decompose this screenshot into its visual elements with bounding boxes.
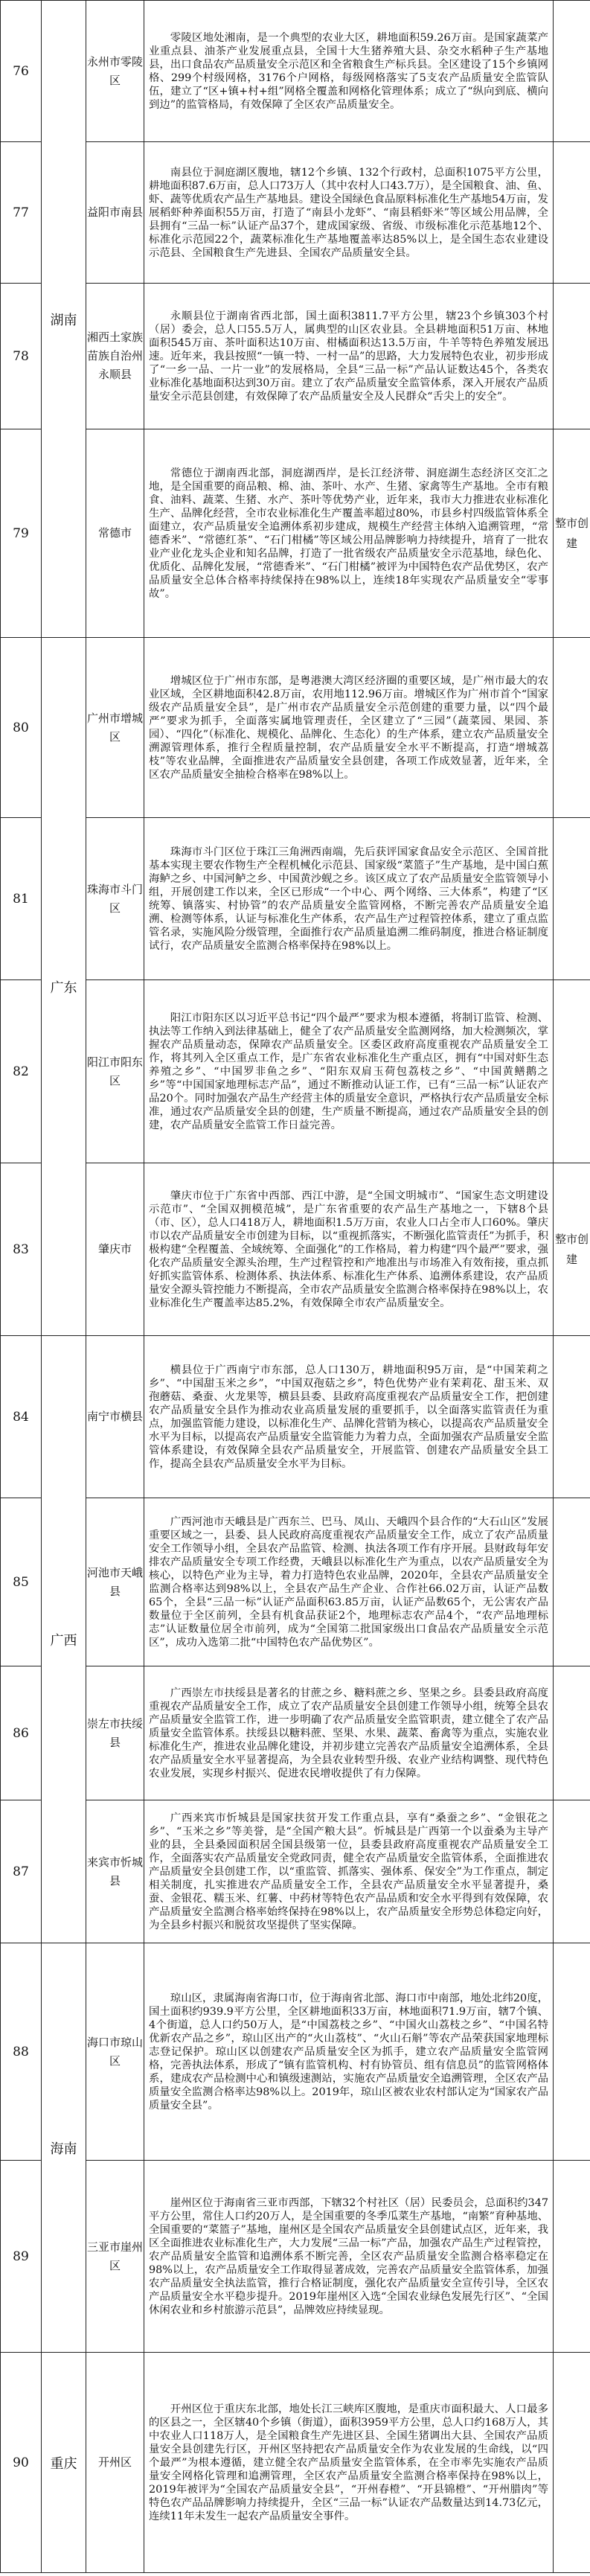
area-description: 崖州区位于海南省三亚市西部，下辖32个村社区（居）民委员会，总面积约347平方公里，常住人口约20万人，是全国重要的冬季瓜菜生产基地，“南繁”育种基地、全国重要的“菜篮子”基地，崖州区是全国农产品质量安全县创建试点区，近年来，我区全面推进农业标准化生产，大力发展“三品一标”产品，加强农产品生产过程管控，农产品质量安全监管和追溯体系不断完善，全区农产品质量安全监测合格率稳定在98%以上，农产品质量安全工作取得显著成效，完善农产品质量安全监管体系，加强农产品质量安全执法监管，推行合格证制度，强化农产品质量安全宣传引导，全区农产品质量安全水平稳步提升。2019年崖州区入选“全国农业绿色发展先行区”、“全国休闲农业和乡村旅游示范县”，品牌效应持续显现。: [144, 2161, 554, 2353]
area-name: 广州市增城区: [86, 638, 144, 818]
creation-type: 整市创建: [554, 429, 590, 638]
table-row: [1, 142, 590, 284]
area-description: 广西崇左市扶绥县是著名的甘蔗之乡、糖料蔗之乡、坚果之乡。县委县政府高度重视农产品质量安全工作，成立了农产品质量安全县创建工作领导小组，统筹全县农产品质量安全监管工作，进一步明确了农产品质量安全监管职责，建立健全了农产品质量安全监管体系。扶绥县以糖料蔗、坚果、水果、蔬菜、畜禽等为重点，实施农业标准化生产，推进农业品牌化建设，并初步建立完善农产品质量安全追溯体系，全县农产品质量安全水平显著提高，为全县农业转型升级、农业产业结构调整、现代特色农业发展，实现乡村振兴、促进农民增收提供了有力保障。: [144, 1666, 554, 1800]
row-number: 76: [1, 1, 42, 142]
table-row: [1, 2161, 590, 2353]
province-cell: 海南: [42, 1943, 86, 2353]
row-number: 78: [1, 284, 42, 429]
area-name: 来宾市忻城县: [86, 1800, 144, 1943]
area-name: 益阳市南县: [86, 142, 144, 284]
row-number: 82: [1, 980, 42, 1163]
creation-type: [554, 1498, 590, 1666]
row-number: 85: [1, 1498, 42, 1666]
row-number: 84: [1, 1336, 42, 1498]
area-description: 肇庆市位于广东省中西部、西江中游，是“全国文明城市”、“国家生态文明建设示范市”、“全国双拥模范城”，是广东省重要的农产品生产基地之一，下辖8个县（市、区），总人口418万人，耕地面积1.5万万亩，农业人口占全市人口60%。肇庆市以农产品质量安全市创建为目标，以“重视抓落实，不断强化监管责任”为抓手，积极构建“全程覆盖、全域统筹、全面强化”的工作格局，着力构建“四个最严”要求，强化农产品质量安全源头治理，生产过程管控和产地准出与市场准入有效衔接，重点抓好抓实监管体系、检测体系、执法体系、标准化生产体系、追溯体系建设，农产品质量安全源头管控能力不断提高，全市农产品质量安全监测合格率保持在98%以上，农业标准化生产覆盖率达85.2%，有效保障全市农产品质量安全。: [144, 1163, 554, 1336]
area-description: 开州区位于重庆东北部，地处长江三峡库区腹地，是重庆市面积最大、人口最多的区县之一，全区辖40个乡镇（街道），面积3959平方公里，总人口约168万人，其中农业人口118万人，是全国粮食生产先进区县、全国生猪调出大县、全国农产品质量安全县创建先行区，开州区坚持把农产品质量安全作为农业发展的生命线，以“四个最严”为根本遵循，建立健全农产品质量安全监管体系，在全市率先实施农产品质量安全网格化管理和追溯管理，全区农产品质量安全监测合格率保持在98%以上，2019年被评为“全国农产品质量安全县”，“开州春橙”、“开县锦橙”、“开州腊肉”等特色农产品品牌影响力持续提升，全区“三品一标”认证农产品数量达到14.73亿元，连续11年未发生一起农产品质量安全事件。: [144, 2353, 554, 2573]
row-number: 77: [1, 142, 42, 284]
row-number: 90: [1, 2353, 42, 2573]
row-number: 83: [1, 1163, 42, 1336]
province-cell: 重庆: [42, 2353, 86, 2573]
table-row: [1, 1163, 590, 1336]
table-row: [1, 1498, 590, 1666]
table-row: [1, 1800, 590, 1943]
creation-type: 整市创建: [554, 1163, 590, 1336]
area-description: 零陵区地处湘南，是一个典型的农业大区，耕地面积59.26万亩。是国家蔬菜产业重点县、油茶产业发展重点县，全国十大生猪养殖大县、杂交水稻种子生产基地县，出口食品农产品质量安全示范区和全省粮食生产标兵县。全区建设了15个乡镇网格、299个村级网格，3176个户网格，每级网格落实了5支农产品质量安全监管队伍，建立了“区+镇+村+组”网格全覆盖和网格化管理体系；成立了“纵向到底、横向到边”的监管格局，有效保障了全区农产品质量安全。: [144, 1, 554, 142]
area-description: 增城区位于广州市东部，是粤港澳大湾区经济圈的重要区域，是广州市最大的农业区域，全区耕地面积42.8万亩，农用地112.96万亩。增城区作为广州市首个“国家级农产品质量安全县”，是广州市农产品质量安全示范创建的重要力量，以“四个最严”要求为抓手，全面落实属地管理责任，全区建立了“三园”（蔬菜园、果园、茶园）、“四化”（标准化、规模化、品牌化、生态化）的生产体系，建立农产品质量安全溯源管理体系，推行全程质量控制，农产品质量安全水平不断提高，打造“增城荔枝”等农业品牌，全面推进农产品质量安全县创建，各项工作成效显著，近年来，全区农产品质量安全抽检合格率在98%以上。: [144, 638, 554, 818]
creation-type: [554, 284, 590, 429]
creation-type: [554, 1666, 590, 1800]
table-row: [1, 980, 590, 1163]
area-description: 广西来宾市忻城县是国家扶贫开发工作重点县，享有“桑蚕之乡”、“金银花之乡”、“玉米之乡”等美誉，是“全国产粮大县”。忻城县是广西第一个以蚕桑为主导产业的县，全县桑园面积居全国县级第一位，县委县政府高度重视农产品质量安全工作，全面落实农产品质量安全党政同责，健全农产品质量安全监管体系，全面推进农产品质量安全县创建工作，以“重监管、抓落实、强体系、保安全”为工作重点，制定相关制度，扎实推进农产品质量安全工作，全县农产品质量安全水平显著提升，桑蚕、金银花、糯玉米、红薯、中药材等特色农产品品质和安全水平得到有效保障，农产品质量安全监测合格率始终保持在98%以上，农产品质量安全形势总体稳定向好，为全县乡村振兴和脱贫攻坚提供了坚实保障。: [144, 1800, 554, 1943]
area-name: 崇左市扶绥县: [86, 1666, 144, 1800]
area-name: 三亚市崖州区: [86, 2161, 144, 2353]
table-row: [1, 1336, 590, 1498]
row-number: 81: [1, 818, 42, 980]
area-description: 永顺县位于湖南省西北部，国土面积3811.7平方公里，辖23个乡镇303个村（居）委会，总人口55.5万人，属典型的山区农业县。全县耕地面积51万亩、林地面积545万亩、茶叶面积达10万亩、柑橘面积达13.5万亩，牛羊等特色养殖发展迅速。近年来，我县按照“一镇一特、一村一品”的思路，大力发展特色农业，初步形成了“一乡一品、一片一业”的发展格局，全县“三品一标”产品认证数达45个，各类农业标准化基地面积达到30万亩。建立了农产品质量安全监管体系，深入开展农产品质量安全示范县创建，有效保障了农产品质量安全及人民群众“舌尖上的安全”。: [144, 284, 554, 429]
creation-type: [554, 1, 590, 142]
table-row: [1, 1, 590, 142]
table-row: [1, 1943, 590, 2161]
area-name: 海口市琼山区: [86, 1943, 144, 2161]
area-name: 阳江市阳东区: [86, 980, 144, 1163]
area-description: 广西河池市天峨县是广西东兰、巴马、凤山、天峨四个县合作的“大石山区”发展重要区域之一，县委、县人民政府高度重视农产品质量安全工作，成立了农产品质量安全工作领导小组，全县农产品监管、检测、执法各项工作有序开展。县财政每年安排农产品质量安全专项工作经费，天峨县以标准化生产为重点，以农产品质量安全为核心，以特色产业为主导，着力打造特色农业品牌，2020年，全县农产品质量安全监测合格率达到98%以上，全县农产品生产企业、合作社66.02万亩，认证产品数65个，全县“三品一标”认证产品面积63.85万亩，认证产品数65个，无公害农产品数量位于全区前列，全县有机食品获证2个，地理标志农产品4个，“农产品地理标志”认证数量位居全市前列，成为“全国第二批国家级出口食品农产品质量安全示范区”，成功入选第二批“中国特色农产品优势区”。: [144, 1498, 554, 1666]
table-row: [1, 638, 590, 818]
row-number: 79: [1, 429, 42, 638]
creation-type: [554, 2353, 590, 2573]
area-description: 珠海市斗门区位于珠江三角洲西南端，先后获评国家食品安全示范区、全国首批基本实现主要农作物生产全程机械化示范县、国家级“菜篮子”生产基地，是中国白蕉海鲈之乡、中国河鲈之乡、中国黄沙蚬之乡。该区成立了农产品质量安全监管领导小组，开展创建工作以来，全区已形成“一个中心、两个网络、三大体系”，构建了“区统筹、镇落实、村协管”的农产品质量安全监管网格，不断完善农产品质量安全追溯、检测等体系，认证与标准化生产体系，农产品生产过程管控体系，建立了重点监管名录，实施风险分级管理，全面推行农产品质量追溯二维码制度，推进合格证制度试行，农产品质量安全监测合格率保持在98%以上。: [144, 818, 554, 980]
row-number: 86: [1, 1666, 42, 1800]
area-name: 南宁市横县: [86, 1336, 144, 1498]
area-name: 开州区: [86, 2353, 144, 2573]
area-description: 阳江市阳东区以习近平总书记“四个最严”要求为根本遵循，将制订监管、检测、执法等工作纳入到法律基础上，健全了农产品质量安全监测网络，加大检测频次，掌握农产品质量动态，保障农产品质量安全。区委区政府高度重视农产品质量安全工作，将其列入全区重点工作，是广东省农业标准化生产重点区，拥有“中国对虾生态养殖之乡”、“中国罗非鱼之乡”、“阳东双肩玉荷包荔枝之乡”、“中国黄鳝鹅之乡”等“中国国家地理标志产品”，通过不断推动认证工作，已有“三品一标”认证农产品20个。同时加强农产品生产经营主体的质量安全意识，严格执行农产品质量安全标准，通过农产品质量安全县的创建，生产质量不断提高，通过农产品质量安全县的创建，农产品质量安全监管工作日益完善。: [144, 980, 554, 1163]
table-row: [1, 1666, 590, 1800]
province-cell: 湖南: [42, 1, 86, 638]
creation-type: [554, 142, 590, 284]
row-number: 80: [1, 638, 42, 818]
row-number: 87: [1, 1800, 42, 1943]
creation-type: [554, 2161, 590, 2353]
area-name: 常德市: [86, 429, 144, 638]
area-name: 永州市零陵区: [86, 1, 144, 142]
area-name: 河池市天峨县: [86, 1498, 144, 1666]
creation-type: [554, 980, 590, 1163]
creation-type: [554, 1336, 590, 1498]
area-name: 肇庆市: [86, 1163, 144, 1336]
table-row: [1, 429, 590, 638]
table-row: [1, 818, 590, 980]
table-row: [1, 284, 590, 429]
province-cell: 广西: [42, 1336, 86, 1943]
province-cell: 广东: [42, 638, 86, 1336]
area-name: 湘西土家族苗族自治州永顺县: [86, 284, 144, 429]
creation-type: [554, 1943, 590, 2161]
area-description: 南县位于洞庭湖区腹地，辖12个乡镇、132个行政村，总面积1075平方公里，耕地面积87.6万亩，总人口73万人（其中农村人口43.7万），是全国粮食、油、鱼、虾、蔬等优质农产品生产基地县。建设全国绿色食品原料标准化生产基地54万亩，发展稻虾种养面积55万亩，打造了“南县小龙虾”、“南县稻虾米”等区域公用品牌，全县拥有“三品一标”认证产品37个，建成国家级、省级、市级标准化示范基地12个、标准化示范园22个，蔬菜标准化生产基地覆盖率达85%以上，是全国生态农业建设示范县、全国粮食生产先进县、全国农产品质量安全县。: [144, 142, 554, 284]
creation-type: [554, 818, 590, 980]
row-number: 89: [1, 2161, 42, 2353]
area-description: 横县位于广西南宁市东部，总人口130万，耕地面积95万亩，是“中国茉莉之乡”、“中国甜玉米之乡”，“中国双孢菇之乡”，特色优势产业有茉莉花、甜玉米、双孢蘑菇、桑蚕、火龙果等，横县县委、县政府高度重视农产品质量安全工作，把创建农产品质量安全县作为推动农业高质量发展的重要抓手，以全面落实监管责任为重点，加强监管能力建设，以标准化生产、品牌化营销为核心，以提高农产品质量安全水平为目标，以提高农产品质量安全监管能力为着力点，全面加强农产品质量安全监管体系建设，有效保障全县农产品质量安全，开展监管、创建农产品质量安全县工作，提高全县农产品质量安全水平为目标。: [144, 1336, 554, 1498]
table-row: [1, 2353, 590, 2573]
creation-type: [554, 638, 590, 818]
creation-type: [554, 1800, 590, 1943]
row-number: 88: [1, 1943, 42, 2161]
area-description: 琼山区，隶属海南省海口市，位于海南省北部、海口市中南部，地处北纬20度，国土面积约939.9平方公里，全区耕地面积33万亩，林地面积71.9万亩，辖7个镇、4个街道，总人口约50万人，是“中国荔枝之乡”、“中国火山荔枝之乡”、“中国名特优新农产品之乡”，琼山区出产的“火山荔枝”、“火山石斛”等农产品荣获国家地理标志登记保护。琼山区以创建农产品质量安全区为抓手，建立农产品质量安全监管网格，完善执法体系，形成了“镇有监管机构、村有协管员、组有信息员”的监管网格体系，建成农产品检测中心和镇级速测站，实施农产品质量安全追溯管理，全区农产品质量安全监测合格率达98%以上。2019年，琼山区被农业农村部认定为“国家农产品质量安全县”。: [144, 1943, 554, 2161]
area-name: 珠海市斗门区: [86, 818, 144, 980]
area-description: 常德位于湖南西北部，洞庭湖西岸，是长江经济带、洞庭湖生态经济区交汇之地，是全国重要的商品粮、棉、油、茶叶、水产、生猪、家禽等生产基地。全市有粮食、油料、蔬菜、生猪、水产、茶叶等优势产业，近年来，我市大力推进农业标准化生产、品牌化经营，全市农业标准化生产覆盖率超过80%，市县乡村四级监管体系全面建立，农产品质量安全追溯体系初步建成，规模生产经营主体纳入追溯管理，“常德香米”、“常德红茶”、“石门柑橘”等区域公用品牌影响力持续提升，培育了一批农业产业化龙头企业和知名品牌，打造了一批省级农产品质量安全示范基地，绿色化、优质化、品牌化发展，“常德香米”、“石门柑橘”被评为中国特色农产品优势区，农产品质量安全总体合格率持续保持在98%以上，连续18年实现农产品质量安全“零事故”。: [144, 429, 554, 638]
